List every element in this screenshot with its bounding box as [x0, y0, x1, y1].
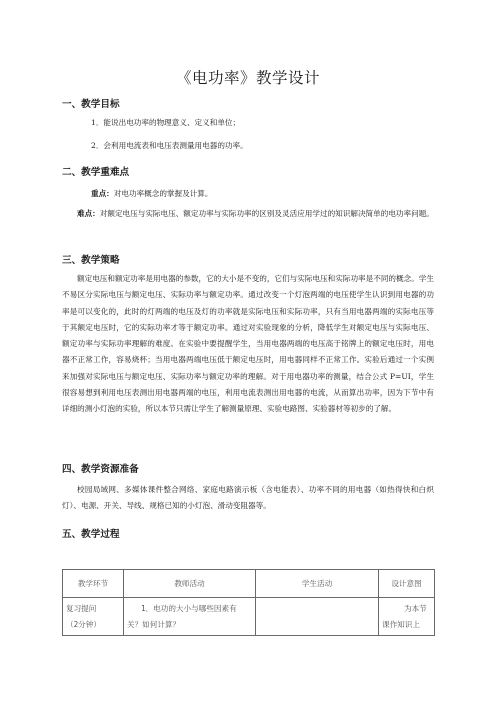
document-title: 《电功率》教学设计 — [175, 69, 320, 87]
cell-line: 关？如何计算？ — [127, 620, 181, 629]
table-header-cell: 教师活动 — [124, 570, 256, 598]
table-cell-intent — [379, 598, 435, 636]
table-row — [63, 598, 435, 636]
key-point-line — [91, 189, 213, 199]
section-heading-resources: 四、教学资源准备 — [62, 464, 139, 475]
objective-item-2: 2．会利用电流表和电压表测量用电器的功率。 — [91, 141, 248, 150]
teaching-process-table — [62, 569, 435, 636]
resources-paragraph: 校园局域网、多媒体课件整合网络、家庭电路演示板（含电能表）、功率不同的用电器（如热得快和白炽灯）、电源、开关、导线、规格已知的小灯泡、滑动变阻器等。 — [62, 485, 434, 511]
table-cell-teacher — [124, 598, 256, 636]
cell-line: 为本节 — [404, 604, 427, 613]
table-header-row — [63, 570, 435, 598]
difficulty-paragraph — [62, 206, 434, 222]
difficulty-label: 难点： — [77, 209, 100, 218]
table-header-cell: 学生活动 — [256, 570, 379, 598]
cell-line: 课作知识上 — [382, 620, 420, 629]
table-cell-student — [256, 598, 379, 636]
key-point-text: 对电功率概念的掌握及计算。 — [113, 189, 213, 198]
table-header-cell: 教学环节 — [63, 570, 124, 598]
section-heading-objectives: 一、教学目标 — [62, 99, 120, 110]
table-cell-stage — [63, 598, 124, 636]
table-header-cell: 设计意图 — [379, 570, 435, 598]
cell-line: 1．电功的大小与哪些因素有 — [141, 604, 237, 613]
strategy-paragraph: 额定电压和额定功率是用电器的参数，它的大小是不变的，它们与实际电压和实际功率是不同的概念。学生不易区分实际电压与额定电压、实际功率与额定功率。通过改变一个灯泡两端的电压使学生认识到用电器的功率是可以变化的，此时的灯两端的电压及灯的功率就是实际电压和实际功率，只有当用电器两端的实际电压等于其额定电压时，它的实际功率才等于额定功率。通过对实验现象的分析，降低学生对额定电压与实际电压、额定功率与实际功率理解的难度。在实验中要提醒学生，当用电器两端的电压高于铭牌上的额定电压时，用电器不正常工作，容易烧杯；当用电器两端电压低于额定电压时，用电器同样不正常工作。实验后通过一个实例来加强对实际电压与额定电压、实际功率与额定功率的理解。对于用电器功率的测量，结合公式 P=UI，学生很容易想到利用电压表测出用电器两端的电压，利用电流表测出用电器的电流，从而算出功率，因为下节中有详细的测小灯泡的实验，所以本节只需让学生了解测量原理、实验电路图、实验器材等初步的了解。 — [62, 274, 434, 414]
difficulty-text: 对额定电压与实际电压、额定功率与实际功率的区别及灵活应用学过的知识解决简单的电功率问题。 — [99, 209, 434, 218]
key-point-label: 重点： — [91, 189, 114, 198]
cell-line: （2分钟） — [66, 620, 101, 629]
objective-item-1: 1．能说出电功率的物理意义、定义和单位； — [91, 118, 241, 127]
section-heading-process: 五、教学过程 — [62, 529, 120, 540]
section-heading-strategy: 三、教学策略 — [62, 255, 120, 266]
cell-line: 复习提问 — [66, 604, 97, 613]
section-heading-key-points: 二、教学重难点 — [62, 167, 130, 178]
